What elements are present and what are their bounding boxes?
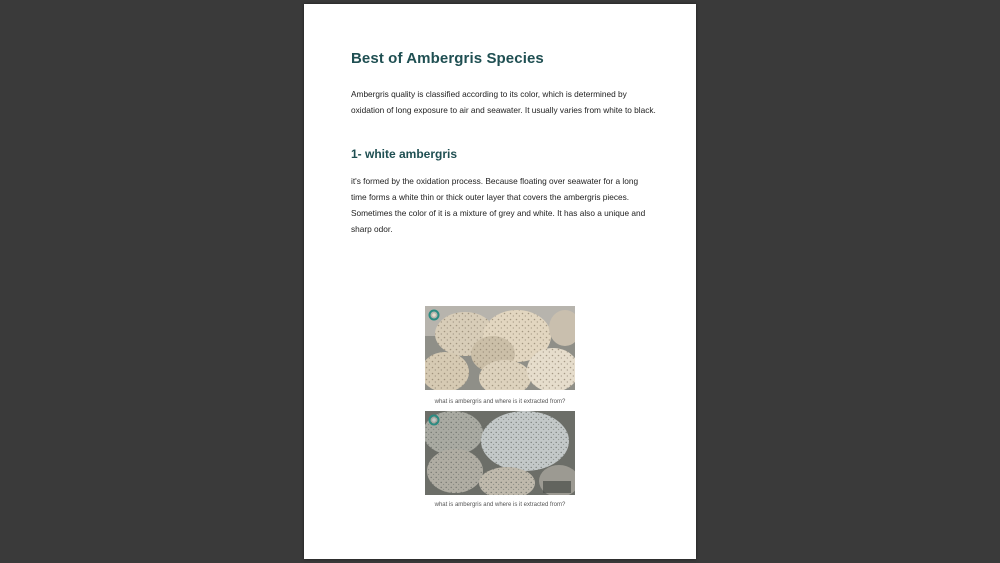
ambergris-photo-2 — [425, 411, 575, 495]
logo-badge-icon — [428, 309, 440, 321]
section-paragraph: it's formed by the oxidation process. Because floating over seawater for a long time forms a white thin or thick outer layer that covers the ambergris pieces. Sometimes the color of it is a mixture of grey and white. It has also a unique and sharp odor. — [351, 176, 646, 234]
ambergris-image-1 — [425, 306, 575, 390]
section-heading: 1- white ambergris — [351, 147, 458, 161]
document-page — [304, 4, 696, 559]
ambergris-image-2 — [425, 411, 575, 495]
intro-paragraph: Ambergris quality is classified according to its color, which is determined by oxidation of long exposure to air and seawater. It usually varies from white to black. — [351, 89, 656, 115]
page-title: Best of Ambergris Species — [351, 50, 544, 67]
logo-badge-icon — [428, 414, 440, 426]
figure-caption-2: what is ambergris and where is it extracted from? — [434, 502, 566, 508]
figure-caption-1: what is ambergris and where is it extracted from? — [434, 399, 566, 405]
ambergris-photo-1 — [425, 306, 575, 390]
